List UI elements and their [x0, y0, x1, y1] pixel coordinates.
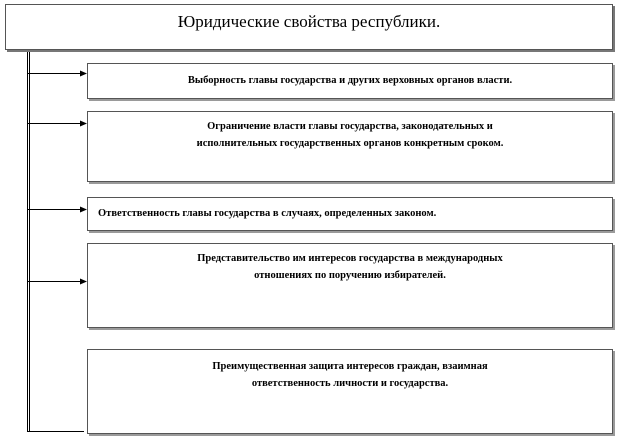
- arrowhead-2: [80, 121, 87, 127]
- property-text-5-line-1: Преимущественная защита интересов граждан, взаимная: [212, 361, 488, 372]
- arrowhead-4: [80, 279, 87, 285]
- property-text-1-line-1: Выборность главы государства и других верховных органов власти.: [187, 75, 513, 86]
- property-text-4-line-1: Представительство им интересов государства в международных: [197, 253, 503, 264]
- property-box-1: [87, 63, 613, 99]
- property-box-4: [87, 243, 613, 328]
- property-text-2-line-2: исполнительных государственных органов конкретным сроком.: [196, 138, 504, 149]
- property-text-5-line-2: ответственность личности и государства.: [251, 378, 449, 389]
- diagram-title-box: [5, 4, 613, 50]
- arrowhead-3: [80, 207, 87, 213]
- property-text-4-line-2: отношениях по поручению избирателей.: [254, 270, 446, 281]
- diagram-title: Юридические свойства республики.: [177, 12, 441, 31]
- property-box-3: [87, 197, 613, 231]
- arrowhead-1: [80, 71, 87, 77]
- property-text-2-line-1: Ограничение власти главы государства, законодательных и: [207, 121, 493, 132]
- property-box-5: [87, 349, 613, 434]
- property-text-3-line-1: Ответственность главы государства в случаях, определенных законом.: [98, 208, 437, 219]
- property-box-2: [87, 111, 613, 182]
